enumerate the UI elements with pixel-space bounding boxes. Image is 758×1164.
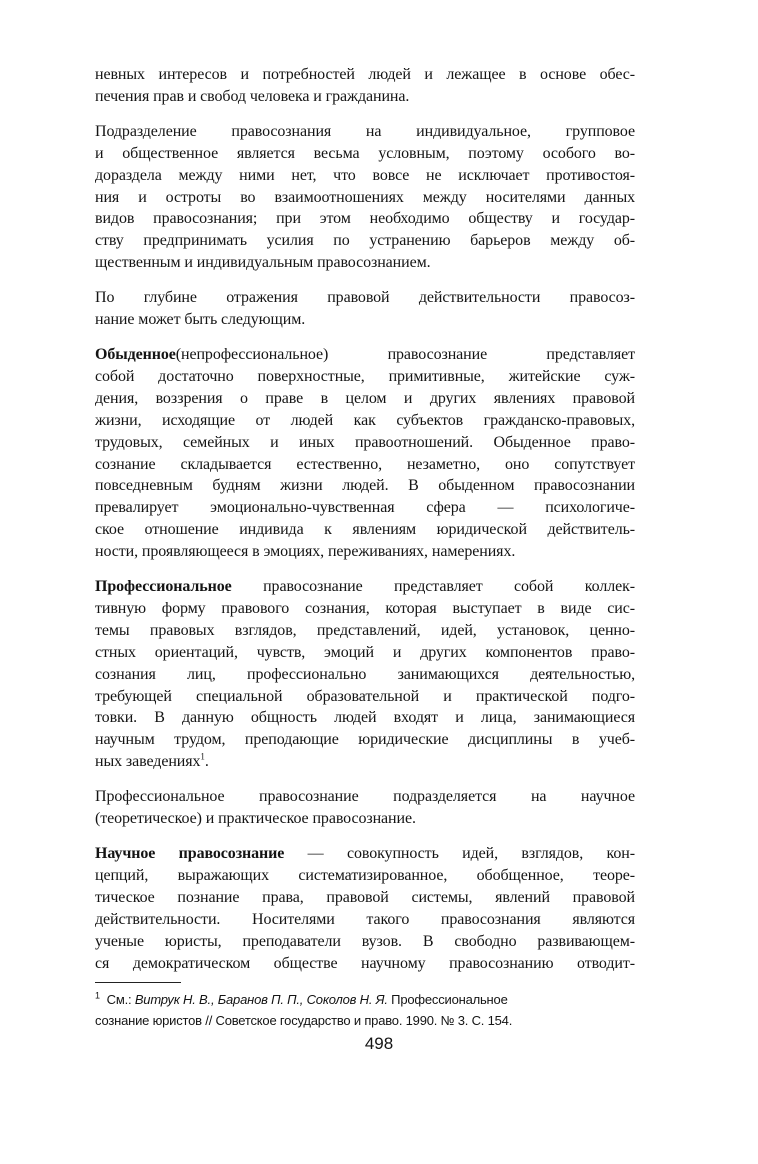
text-line: (теоретическое) и практическое правосознание. <box>95 810 416 828</box>
text-line: По глубине отражения правовой действительности правосоз- <box>95 289 635 307</box>
text-line: превалирует эмоционально-чувственная сфера — психологиче- <box>95 499 635 517</box>
term-professional: Профессиональное <box>95 578 232 596</box>
text-line: дения, воззрения о праве в целом и других явлениях правовой <box>95 389 635 407</box>
text-line: тическое познание права, правовой системы, явлений правовой <box>95 888 635 906</box>
text-line: действительности. Носителями такого правосознания являются <box>95 910 635 928</box>
text-line: сознание складывается естественно, незаметно, оно сопутствует <box>95 455 635 473</box>
term-ordinary: Обыденное <box>95 345 176 363</box>
paragraph-ordinary <box>95 344 635 563</box>
text-line: Подразделение правосознания на индивидуальное, групповое <box>95 122 635 140</box>
text-line: научным трудом, преподающие юридические дисциплины в учеб- <box>95 731 635 749</box>
text-line: видов правосознания; при этом необходимо обществу и государ- <box>95 210 635 228</box>
text-line: тивную форму правового сознания, которая выступает в виде сис- <box>95 599 635 617</box>
text-line: повседневным будням жизни людей. В обыденном правосознании <box>95 477 635 495</box>
paragraph-depth <box>95 287 635 331</box>
text-line: товки. В данную общность людей входят и лица, занимающиеся <box>95 709 635 727</box>
footnote-line: $^1$ См.: Витрук Н. В., Баранов П. П., Соколов Н. Я. Профессиональное <box>95 991 508 1008</box>
paragraph-continuation <box>95 64 635 108</box>
text-line: стных ориентаций, чувств, эмоций и других компонентов право- <box>95 643 635 661</box>
text-line: невных интересов и потребностей людей и лежащее в основе обес- <box>95 66 635 83</box>
text-line: ности, проявляющееся в эмоциях, переживаниях, намерениях. <box>95 543 516 561</box>
text-line: и общественное является весьма условным, поэтому особого во- <box>95 144 635 162</box>
text-line: ния и остроты во взаимоотношениях между носителями данных <box>95 188 635 206</box>
text-line: трудовых, семейных и иных правоотношений. Обыденное право- <box>95 433 635 451</box>
footnote-authors: Витрук Н. В., Баранов П. П., Соколов Н. Я. <box>134 992 388 1008</box>
text-line: Профессиональное правосознание представляет собой коллек- <box>95 578 635 596</box>
text-line: ученые юристы, преподаватели вузов. В свободно развивающем- <box>95 932 635 950</box>
text-line: собой достаточно поверхностные, примитивные, житейские суж- <box>95 367 635 385</box>
text-line: дораздела между ними нет, что вовсе не исключает противостоя- <box>95 166 635 184</box>
text-line: цепций, выражающих систематизированное, обобщенное, теоре- <box>95 866 635 884</box>
text-line: Профессиональное правосознание подразделяется на научное <box>95 788 635 806</box>
text-line: жизни, исходящие от людей как субъектов гражданско-правовых, <box>95 411 635 429</box>
text-line: щественным и индивидуальным правосознанием. <box>95 254 431 272</box>
text-line: Обыденное(непрофессиональное) правосознание представляет <box>95 345 635 363</box>
term-scientific: Научное правосознание <box>95 845 285 862</box>
text-line: сознания лиц, профессионально занимающихся деятельностью, <box>95 665 635 683</box>
book-page <box>95 64 635 1031</box>
footnote-line: сознание юристов // Советское государство и право. 1990. № 3. С. 154. <box>95 1013 513 1029</box>
footnote-mark: 1 <box>95 991 100 1002</box>
paragraph-subdivision-professional <box>95 786 635 830</box>
text-line: ское отношение индивида к явлениям юридической действитель- <box>95 521 635 539</box>
text-line: ных заведениях$^1$. <box>95 751 209 771</box>
text-line: ся демократическом обществе научному правосознанию отводит- <box>95 954 635 972</box>
footnote-divider <box>95 982 181 983</box>
text-line: Научное правосознание — совокупность идей, взглядов, кон- <box>95 845 635 862</box>
text-line: ству предпринимать усилия по устранению барьеров между об- <box>95 232 635 250</box>
footnote <box>95 989 635 1031</box>
text-line: нание может быть следующим. <box>95 311 306 329</box>
text-line: печения прав и свобод человека и гражданина. <box>95 87 410 105</box>
paragraph-scientific <box>95 843 635 974</box>
page-number: 498 <box>364 1034 394 1053</box>
paragraph-subdivision <box>95 121 635 274</box>
footnote-reference[interactable]: 1 <box>200 751 205 762</box>
text-line: темы правовых взглядов, представлений, идей, установок, ценно- <box>95 621 635 639</box>
paragraph-professional <box>95 576 635 773</box>
text-line: требующей специальной образовательной и практической подго- <box>95 687 635 705</box>
